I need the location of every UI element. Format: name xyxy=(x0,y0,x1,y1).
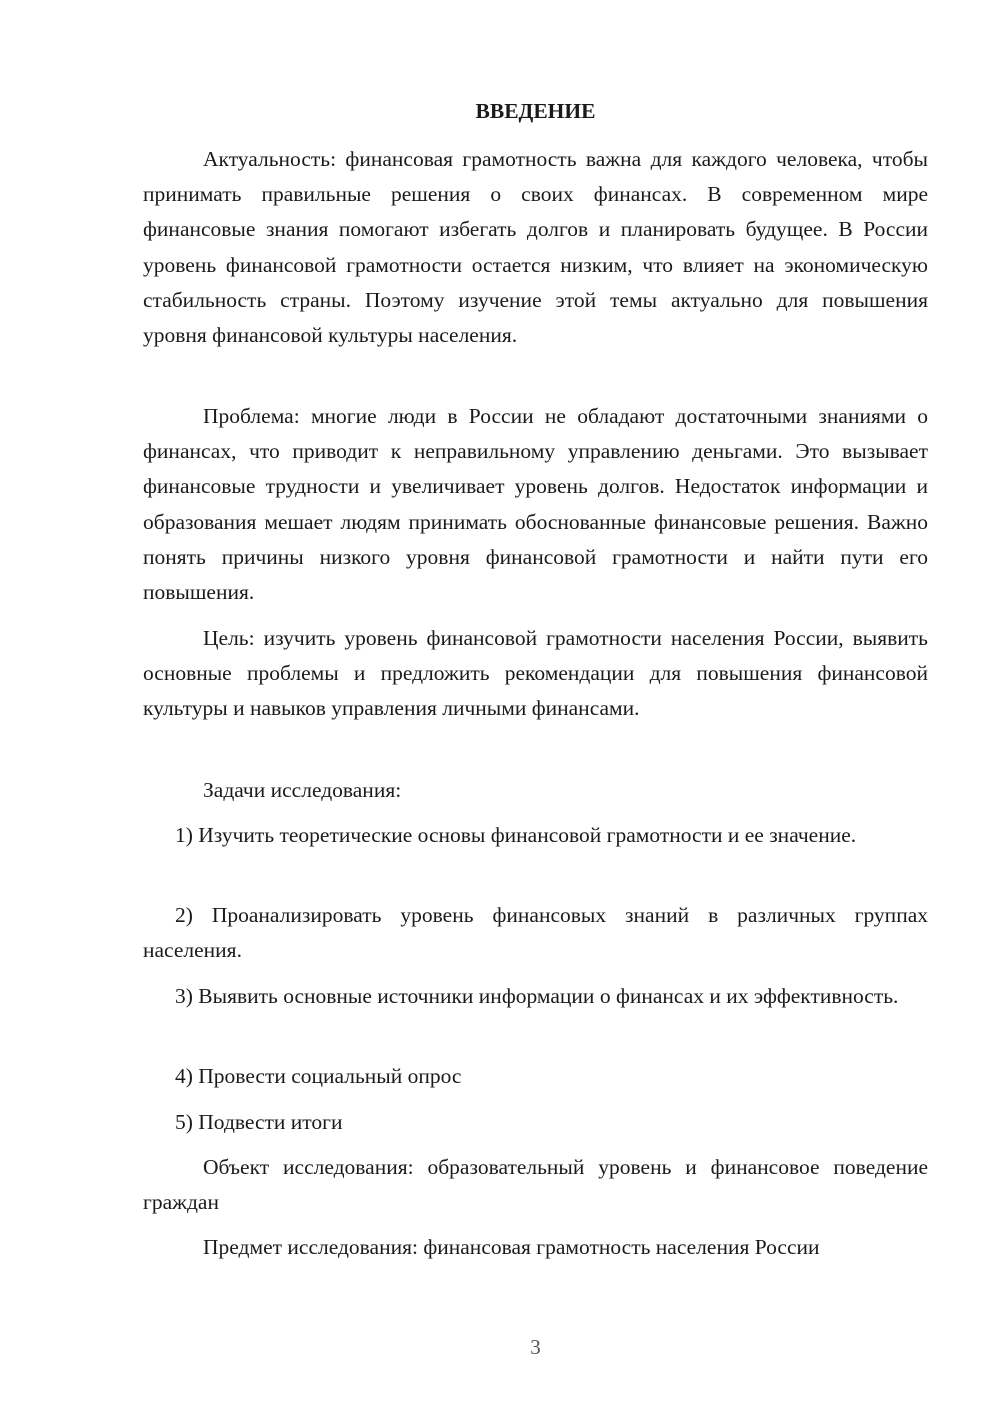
task-item-2: 2) Проанализировать уровень финансовых знаний в различных группах населения. xyxy=(143,903,928,963)
task-item-4: 4) Провести социальный опрос xyxy=(175,1064,462,1088)
relevance-paragraph: Актуальность: финансовая грамотность важна для каждого человека, чтобы принимать правильные решения о своих финансах. В современном мире финансовые знания помогают избегать долгов и планировать будущее. В России уровень финансовой грамотности остается низким, что влияет на экономическую стабильность страны. Поэтому изучение этой темы актуально для повышения уровня финансовой культуры населения. xyxy=(143,147,928,348)
object-paragraph: Объект исследования: образовательный уровень и финансовое поведение граждан xyxy=(143,1155,928,1215)
subject-paragraph: Предмет исследования: финансовая грамотность населения России xyxy=(203,1235,820,1259)
task-item-5: 5) Подвести итоги xyxy=(175,1110,343,1134)
task-item-3: 3) Выявить основные источники информации о финансах и их эффективность. xyxy=(175,984,899,1008)
document-page xyxy=(143,0,928,1414)
goal-paragraph: Цель: изучить уровень финансовой грамотности населения России, выявить основные проблемы и предложить рекомендации для повышения финансовой культуры и навыков управления личными финансами. xyxy=(143,626,928,721)
page-title: ВВЕДЕНИЕ xyxy=(475,99,596,123)
problem-paragraph: Проблема: многие люди в России не обладают достаточными знаниями о финансах, что приводит к неправильному управлению деньгами. Это вызывает финансовые трудности и увеличивает уровень долгов. Недостаток информации и образования мешает людям принимать обоснованные финансовые решения. Важно понять причины низкого уровня финансовой грамотности и найти пути его повышения. xyxy=(143,404,928,605)
task-item-1: 1) Изучить теоретические основы финансовой грамотности и ее значение. xyxy=(175,823,857,847)
tasks-heading: Задачи исследования: xyxy=(203,778,402,802)
page-number: 3 xyxy=(530,1335,541,1359)
